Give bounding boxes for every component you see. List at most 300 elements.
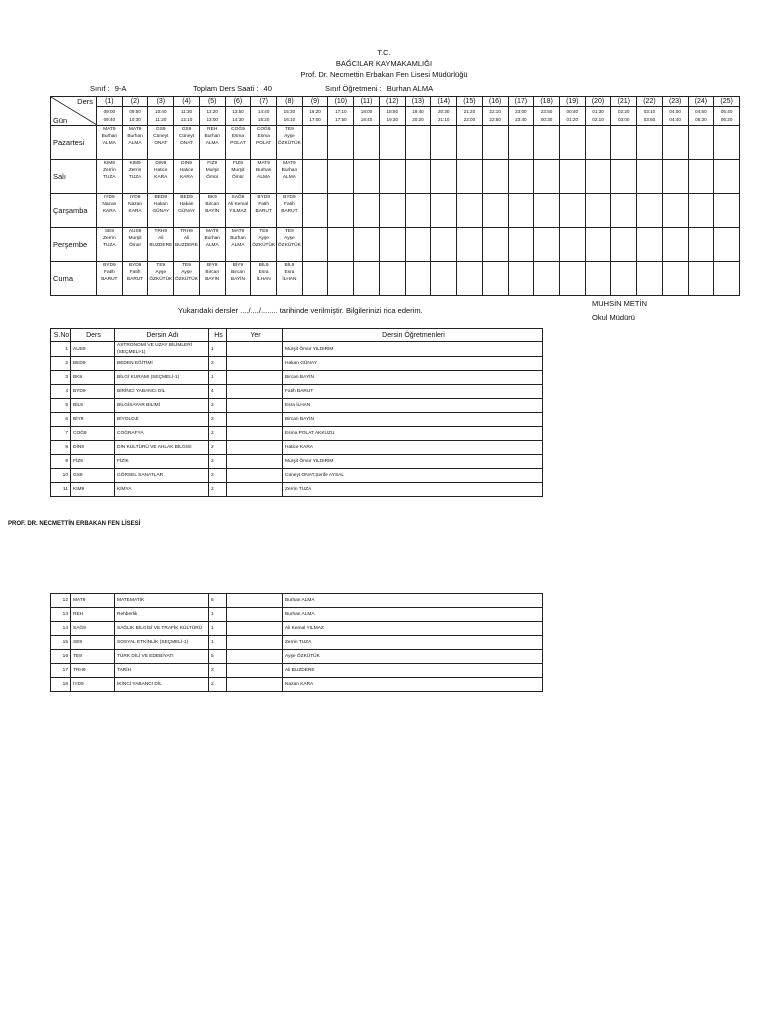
lesson-cell (611, 126, 637, 160)
period-end: 03:50 (643, 117, 656, 122)
col-code: Ders (71, 329, 115, 342)
lesson-cell (277, 160, 303, 194)
lesson-cell (328, 160, 354, 194)
corner-gun-label: Gün (53, 116, 68, 125)
period-number-row (51, 97, 740, 107)
period-start: 18:50 (386, 109, 399, 114)
lesson-teacher: Bircan (205, 270, 220, 275)
subject-row (51, 342, 543, 357)
lesson-code: BYD9 (103, 263, 116, 268)
lesson-code: BED9 (180, 195, 193, 200)
lesson-cell (225, 228, 251, 262)
period-start: 03:10 (643, 109, 656, 114)
subject-name: GÖRSEL SANATLAR (115, 469, 209, 483)
subject-name: SAĞLIK BİLGİSİ VE TRAFİK KÜLTÜRÜ (115, 622, 209, 636)
subject-room (227, 650, 283, 664)
lesson-code: MAT9 (103, 127, 116, 132)
lesson-teacher: BARUT (281, 209, 298, 214)
lesson-teacher: GÜNAY (152, 209, 170, 214)
subject-hours: 1 (209, 371, 227, 385)
lesson-cell (559, 160, 585, 194)
lesson-cell (482, 194, 508, 228)
lesson-cell (199, 126, 225, 160)
period-number: (4) (174, 97, 200, 107)
lesson-code: GS9 (181, 127, 192, 132)
lesson-code: BYD9 (257, 195, 270, 200)
lesson-cell (277, 262, 303, 296)
period-number: (5) (199, 97, 225, 107)
lesson-cell (714, 228, 740, 262)
subject-name: COĞRAFYA (115, 427, 209, 441)
lesson-cell (251, 262, 277, 296)
lesson-cell (534, 160, 560, 194)
lesson-code: DIN9 (181, 161, 192, 166)
subject-sno: 8 (51, 441, 71, 455)
subject-name: BİLGİ KURAMI (SEÇMELİ-1) (115, 371, 209, 385)
subject-room (227, 399, 283, 413)
lesson-teacher: BAYİN (205, 209, 220, 214)
lesson-cell (97, 126, 123, 160)
lesson-cell (122, 262, 148, 296)
subject-room (227, 455, 283, 469)
lesson-teacher: BUZDERE (149, 243, 173, 248)
period-time (431, 107, 457, 126)
lesson-cell (714, 262, 740, 296)
lesson-teacher: Burhan (230, 236, 246, 241)
lesson-cell (302, 194, 328, 228)
lesson-code: TE9 (156, 263, 166, 268)
lesson-teacher: Hakan (179, 202, 194, 207)
lesson-cell (277, 228, 303, 262)
subject-row (51, 455, 543, 469)
period-number: (17) (508, 97, 534, 107)
lesson-teacher: ÖZKÜTÜK (252, 243, 276, 248)
lesson-teacher: ALMA (257, 175, 271, 180)
subject-room (227, 427, 283, 441)
lesson-cell (199, 194, 225, 228)
period-end: 20:20 (412, 117, 424, 122)
col-hours: Hs (209, 329, 227, 342)
period-start: 10:40 (155, 109, 167, 114)
period-start: 04:00 (669, 109, 681, 114)
lesson-cell (637, 126, 663, 160)
lesson-code: BİL9 (284, 263, 295, 268)
subject-name: BİRİNCİ YABANCI DİL (115, 385, 209, 399)
subject-teacher: Bircan BAYİN (283, 413, 543, 427)
lesson-cell (534, 194, 560, 228)
period-start: 09:00 (103, 109, 116, 114)
lesson-teacher: ÖZKÜTÜK (277, 141, 301, 146)
subject-code: SAĞ9 (71, 622, 115, 636)
subject-sno: 15 (51, 636, 71, 650)
lesson-cell (611, 160, 637, 194)
subject-code: AUS9 (71, 342, 115, 357)
lesson-cell (148, 228, 174, 262)
day-row (51, 262, 740, 296)
subject-name: İKİNCİ YABANCI DİL (115, 678, 209, 692)
period-number: (18) (534, 97, 560, 107)
period-number: (7) (251, 97, 277, 107)
lesson-code: REH (207, 127, 218, 132)
lesson-code: KIM9 (103, 161, 115, 166)
period-time (174, 107, 200, 126)
period-end: 10:30 (129, 117, 141, 122)
subject-room (227, 441, 283, 455)
subject-sno: 4 (51, 385, 71, 399)
period-time (302, 107, 328, 126)
subject-sno: 14 (51, 622, 71, 636)
period-time (559, 107, 585, 126)
day-name: Salı (51, 160, 97, 194)
col-room: Yer (227, 329, 283, 342)
period-number: (8) (277, 97, 303, 107)
period-time (148, 107, 174, 126)
lesson-teacher: Ayşe (284, 236, 295, 241)
lesson-cell (688, 194, 714, 228)
subject-code: DİN9 (71, 441, 115, 455)
subject-row (51, 622, 543, 636)
subject-sno: 17 (51, 664, 71, 678)
subject-teacher: Esra İLHAN (283, 399, 543, 413)
period-end: 18:40 (360, 117, 373, 122)
period-time (405, 107, 431, 126)
subject-code: İYD9 (71, 678, 115, 692)
period-time (585, 107, 611, 126)
lesson-cell (405, 262, 431, 296)
principal-title: Okul Müdürü (592, 313, 635, 322)
principal-name: MUHSİN METİN (592, 299, 647, 308)
lesson-teacher: İLHAN (256, 277, 271, 282)
lesson-cell (714, 160, 740, 194)
lesson-cell (688, 126, 714, 160)
subject-room (227, 357, 283, 371)
lesson-cell (662, 160, 688, 194)
period-time-row (51, 107, 740, 126)
lesson-teacher: Burhan (204, 134, 220, 139)
lesson-cell (457, 126, 483, 160)
day-name: Perşembe (51, 228, 97, 262)
lesson-teacher: İLHAN (282, 277, 297, 282)
period-start: 23:00 (515, 109, 527, 114)
period-number: (21) (611, 97, 637, 107)
period-time (97, 107, 123, 126)
subject-code: REH (71, 608, 115, 622)
period-time (688, 107, 714, 126)
lesson-teacher: Hatice (179, 168, 194, 173)
subject-teacher: Nazan KARA (283, 678, 543, 692)
period-time (508, 107, 534, 126)
day-row (51, 126, 740, 160)
lesson-cell (277, 194, 303, 228)
period-end: 15:20 (257, 117, 270, 122)
period-start: 02:20 (617, 109, 630, 114)
lesson-teacher: ALMA (205, 243, 219, 248)
period-end: 21:10 (437, 117, 450, 122)
period-number: (3) (148, 97, 174, 107)
lesson-cell (174, 160, 200, 194)
lesson-code: FIZ9 (233, 161, 243, 166)
subject-code: KIM9 (71, 483, 115, 497)
subject-row (51, 357, 543, 371)
subject-hours: 1 (209, 636, 227, 650)
lesson-cell (251, 126, 277, 160)
subject-teacher: Ali BUZDERE (283, 664, 543, 678)
lesson-code: IYD9 (129, 195, 141, 200)
lesson-cell (174, 262, 200, 296)
subject-code: MAT9 (71, 594, 115, 608)
subject-teacher: Burhan ALMA (283, 594, 543, 608)
lesson-cell (637, 228, 663, 262)
day-name: Pazartesi (51, 126, 97, 160)
subject-hours: 2 (209, 441, 227, 455)
lesson-teacher: YILMAZ (229, 209, 247, 214)
lesson-code: TE9 (259, 229, 269, 234)
lesson-cell (251, 160, 277, 194)
period-number: (15) (457, 97, 483, 107)
lesson-cell (148, 262, 174, 296)
lesson-code: COĞ9 (231, 127, 245, 132)
corner-ders-label: Ders (77, 97, 93, 106)
lesson-cell (662, 194, 688, 228)
subject-sno: 1 (51, 342, 71, 357)
lesson-teacher: Bircan (231, 270, 245, 275)
lesson-teacher: Fatih (284, 202, 295, 207)
lesson-code: MAT9 (206, 229, 219, 234)
period-number: (10) (328, 97, 354, 107)
subject-hours: 2 (209, 357, 227, 371)
lesson-cell (534, 262, 560, 296)
period-time (637, 107, 663, 126)
lesson-code: BK9 (207, 195, 217, 200)
class-teacher-value: Burhan ALMA (386, 84, 434, 93)
period-number: (23) (662, 97, 688, 107)
lesson-teacher: ÖZKÜTÜK (175, 277, 198, 282)
period-time (379, 107, 405, 126)
subject-sno: 11 (51, 483, 71, 497)
period-time (251, 107, 277, 126)
lesson-cell (662, 262, 688, 296)
lesson-code: BİL9 (258, 263, 269, 268)
subject-hours: 5 (209, 650, 227, 664)
lesson-cell (405, 126, 431, 160)
period-time (225, 107, 251, 126)
period-number: (2) (122, 97, 148, 107)
lesson-cell (379, 160, 405, 194)
lesson-cell (637, 160, 663, 194)
period-time (122, 107, 148, 126)
subject-name: KİMYA (115, 483, 209, 497)
period-start: 16:20 (309, 109, 321, 114)
day-row (51, 194, 740, 228)
lesson-cell (277, 126, 303, 160)
lesson-code: AUS9 (128, 229, 142, 234)
subject-name: TÜRK DİLİ VE EDEBİYATI (115, 650, 209, 664)
lesson-cell (611, 228, 637, 262)
subject-row (51, 385, 543, 399)
lesson-cell (225, 160, 251, 194)
lesson-code: FIZ9 (207, 161, 218, 166)
lesson-teacher: Ayşe (258, 236, 269, 241)
lesson-code: TRH9 (154, 229, 168, 234)
subject-teacher: Fatih BARUT (283, 385, 543, 399)
lesson-teacher: ALMA (231, 243, 245, 248)
lesson-cell (431, 160, 457, 194)
subject-room (227, 469, 283, 483)
lesson-cell (714, 194, 740, 228)
period-start: 12:20 (206, 109, 218, 114)
subject-row (51, 427, 543, 441)
period-time (662, 107, 688, 126)
subject-hours: 2 (209, 399, 227, 413)
lesson-cell (534, 228, 560, 262)
period-time (328, 107, 354, 126)
period-time (277, 107, 303, 126)
lesson-cell (302, 160, 328, 194)
total-hours (193, 84, 272, 93)
lesson-teacher: Burhan (101, 134, 118, 139)
total-hours-label: Toplam Ders Saati : (193, 84, 259, 93)
lesson-cell (559, 228, 585, 262)
lesson-code: MAT9 (257, 161, 270, 166)
subject-hours: 2 (209, 483, 227, 497)
subject-teacher: Esma POLAT AKKUZU (283, 427, 543, 441)
lesson-teacher: Zerrin (128, 168, 142, 173)
lesson-cell (251, 228, 277, 262)
subject-teacher: Cüneyt ONAT,Şerife AYSAL (283, 469, 543, 483)
period-end: 11:20 (155, 117, 167, 122)
lesson-cell (97, 160, 123, 194)
lesson-teacher: Ayşe (284, 134, 295, 139)
lesson-cell (534, 126, 560, 160)
lesson-teacher: Ali (183, 236, 190, 241)
lesson-teacher: Ali Kemal (227, 202, 249, 207)
period-number: (13) (405, 97, 431, 107)
period-start: 18:00 (360, 109, 373, 114)
lesson-cell (379, 228, 405, 262)
lesson-teacher: KARA (154, 175, 168, 180)
lesson-teacher: ÖZKÜTÜK (149, 277, 173, 282)
lesson-teacher: Murşit (231, 168, 245, 173)
subject-room (227, 385, 283, 399)
lesson-cell (559, 126, 585, 160)
lesson-cell (662, 228, 688, 262)
lesson-cell (225, 262, 251, 296)
lesson-teacher: ALMA (128, 141, 142, 146)
subject-teacher: Ali Kemal YILMAZ (283, 622, 543, 636)
period-number: (14) (431, 97, 457, 107)
subject-row (51, 608, 543, 622)
lesson-cell (637, 194, 663, 228)
subject-hours: 2 (209, 664, 227, 678)
period-start: 04:50 (695, 109, 707, 114)
subject-sno: 7 (51, 427, 71, 441)
period-time (534, 107, 560, 126)
period-end: 22:50 (489, 117, 501, 122)
lesson-teacher: ÖZKÜTÜK (277, 243, 301, 248)
lesson-teacher: KARA (179, 175, 194, 180)
period-start: 00:40 (566, 109, 579, 114)
day-row (51, 160, 740, 194)
lesson-teacher: Nazan (102, 202, 117, 207)
subject-row (51, 594, 543, 608)
subject-sno: 18 (51, 678, 71, 692)
lesson-cell (482, 228, 508, 262)
subject-name: MATEMATİK (115, 594, 209, 608)
lesson-teacher: Ali (158, 236, 164, 241)
delivery-note: Yukarıdaki dersler ..../..../........ tarihinde verilmiştir. Bilgilerinizi rica ederim. (178, 306, 423, 315)
subject-room (227, 413, 283, 427)
lesson-cell (122, 228, 148, 262)
lesson-cell (585, 160, 611, 194)
lesson-teacher: KARA (128, 209, 142, 214)
subject-teacher: Zerrin TUZA (283, 636, 543, 650)
lesson-teacher: ONAT (154, 141, 168, 146)
period-number: (1) (97, 97, 123, 107)
period-number: (6) (225, 97, 251, 107)
lesson-cell (199, 262, 225, 296)
lesson-cell (302, 262, 328, 296)
subject-sno: 10 (51, 469, 71, 483)
subject-code: BK9 (71, 371, 115, 385)
lesson-teacher: Ömür (231, 175, 244, 180)
document-header (0, 47, 768, 80)
lesson-teacher: Esma (231, 134, 245, 139)
subjects-table (50, 328, 543, 497)
subject-code: BİY9 (71, 413, 115, 427)
period-end: 03:00 (617, 117, 630, 122)
lesson-code: BYD9 (128, 263, 142, 268)
lesson-teacher: Zerrin (103, 236, 116, 241)
lesson-cell (508, 126, 534, 160)
lesson-cell (302, 228, 328, 262)
period-end: 04:40 (669, 117, 681, 122)
subject-room (227, 371, 283, 385)
lesson-teacher: Burhan (127, 134, 143, 139)
lesson-cell (148, 194, 174, 228)
lesson-teacher: TUZA (103, 175, 116, 180)
lesson-cell (688, 262, 714, 296)
lesson-cell (431, 126, 457, 160)
lesson-teacher: Cüneyt (178, 134, 195, 139)
subject-row (51, 469, 543, 483)
subject-name: SOSYAL ETKİNLİK (SEÇMELİ-1) (115, 636, 209, 650)
subject-code: BİL9 (71, 399, 115, 413)
day-name: Cuma (51, 262, 97, 296)
lesson-cell (482, 126, 508, 160)
total-hours-value: 40 (263, 84, 272, 93)
lesson-teacher: BARUT (101, 277, 118, 282)
lesson-teacher: Ömür (129, 243, 142, 248)
lesson-code: GS9 (155, 127, 166, 132)
lesson-cell (328, 228, 354, 262)
lesson-code: DIN9 (155, 161, 167, 166)
lesson-cell (328, 194, 354, 228)
lesson-code: TE9 (284, 229, 294, 234)
lesson-teacher: POLAT (230, 141, 246, 146)
period-time (199, 107, 225, 126)
lesson-cell (354, 262, 380, 296)
lesson-cell (199, 228, 225, 262)
lesson-cell (379, 262, 405, 296)
lesson-cell (354, 126, 380, 160)
subject-sno: 3 (51, 371, 71, 385)
lesson-cell (122, 126, 148, 160)
lesson-teacher: TUZA (103, 243, 116, 248)
lesson-teacher: Nazan (128, 202, 143, 207)
lesson-cell (482, 262, 508, 296)
subject-name: BİYOLOJİ (115, 413, 209, 427)
subject-room (227, 636, 283, 650)
